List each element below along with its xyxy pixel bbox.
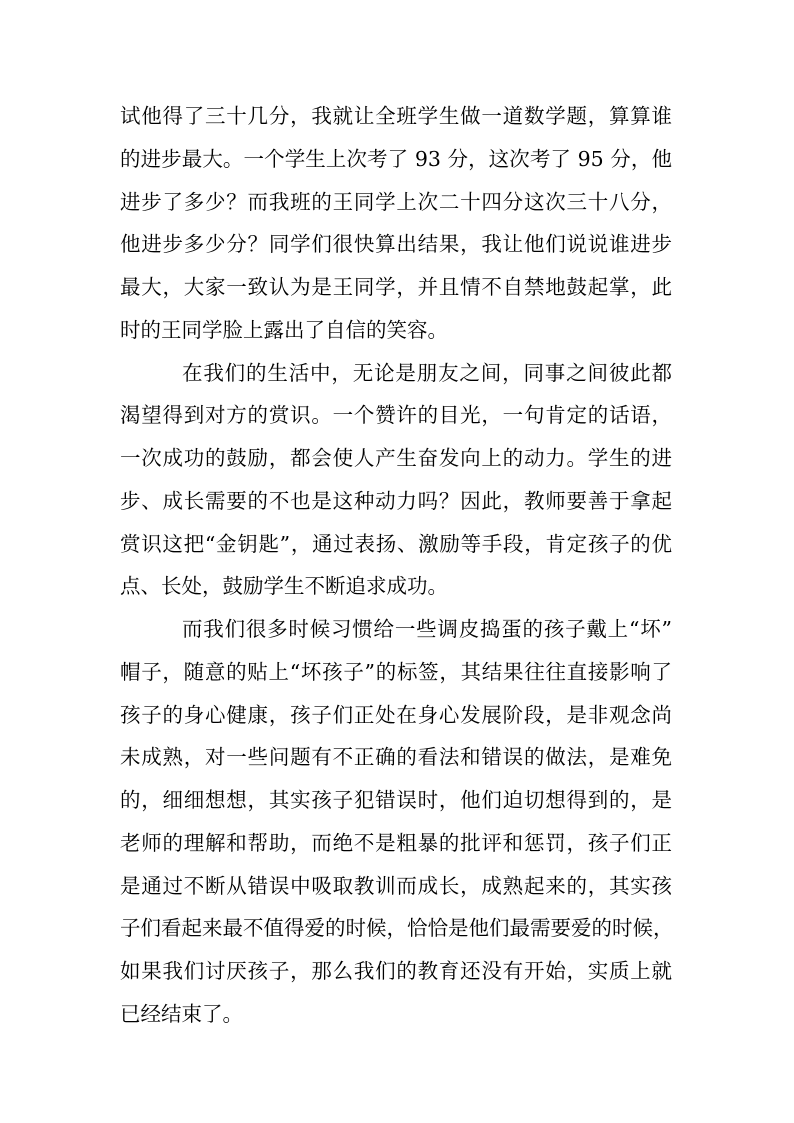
text-line: 帽子，随意的贴上“坏孩子”的标签，其结果往往直接影响了 — [120, 659, 672, 684]
text-line: 步、成长需要的不也是这种动力吗？因此，教师要善于拿起 — [120, 488, 672, 513]
text-line: 已经结束了。 — [120, 1001, 243, 1026]
text-line: 最大，大家一致认为是王同学，并且情不自禁地鼓起掌，此 — [120, 275, 672, 299]
text-line: 如果我们讨厌孩子，那么我们的教育还没有开始，实质上就 — [120, 959, 672, 983]
text-line: 在我们的生活中，无论是朋友之间，同事之间彼此都 — [182, 360, 672, 385]
text-line: 孩子的身心健康，孩子们正处在身心发展阶段，是非观念尚 — [120, 702, 672, 727]
text-line: 他进步多少分？同学们很快算出结果，我让他们说说谁进步 — [120, 232, 672, 257]
paragraph-1 — [120, 95, 672, 352]
text-line: 子们看起来最不值得爱的时候，恰恰是他们最需要爱的时候， — [120, 916, 674, 941]
text-line: 时的王同学脸上露出了自信的笑容。 — [120, 317, 448, 342]
text-line: 老师的理解和帮助，而绝不是粗暴的批评和惩罚，孩子们正 — [120, 830, 672, 855]
paragraph-3 — [120, 608, 672, 1036]
text-line: 的，细细想想，其实孩子犯错误时，他们迫切想得到的，是 — [120, 788, 672, 812]
text-line: 是通过不断从错误中吸取教训而成长，成熟起来的，其实孩 — [120, 873, 672, 898]
text-line: 赏识这把“金钥匙”，通过表扬、激励等手段，肯定孩子的优 — [120, 531, 672, 556]
text-line: 未成熟，对一些问题有不正确的看法和错误的做法，是难免 — [120, 745, 672, 770]
document-page — [120, 95, 672, 1036]
text-line: 试他得了三十几分，我就让全班学生做一道数学题，算算谁 — [120, 104, 672, 128]
text-line: 而我们很多时候习惯给一些调皮捣蛋的孩子戴上“坏” — [182, 617, 672, 641]
paragraph-2 — [120, 352, 672, 609]
text-line: 的进步最大。一个学生上次考了 93 分，这次考了 95 分，他 — [120, 146, 672, 171]
text-line: 点、长处，鼓励学生不断追求成功。 — [120, 574, 448, 599]
text-line: 进步了多少？而我班的王同学上次二十四分这次三十八分， — [120, 189, 672, 214]
text-line: 一次成功的鼓励，都会使人产生奋发向上的动力。学生的进 — [120, 446, 672, 470]
text-line: 渴望得到对方的赏识。一个赞许的目光，一句肯定的话语， — [120, 403, 672, 428]
